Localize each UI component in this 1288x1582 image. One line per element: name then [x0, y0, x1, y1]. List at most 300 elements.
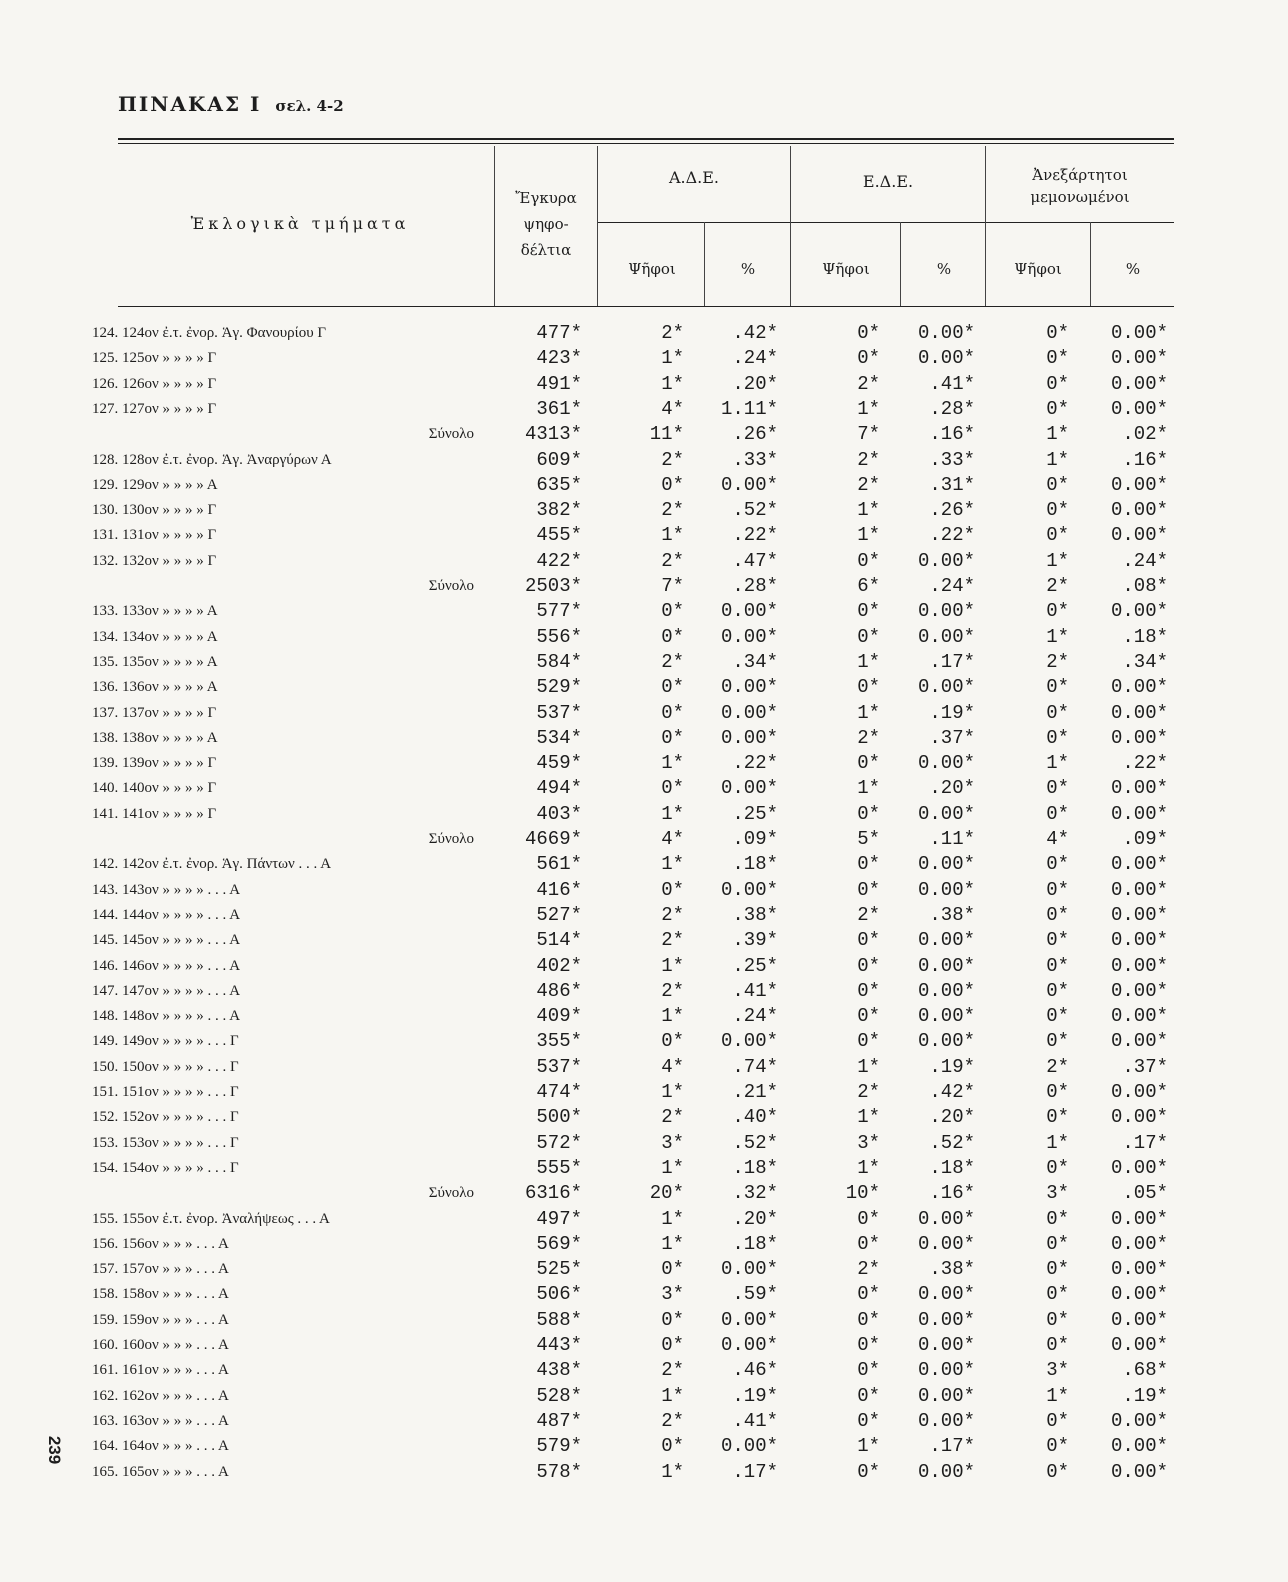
section-label: 152. 152ον » » » » . . . Γ — [92, 1109, 239, 1126]
table-row — [0, 1080, 1288, 1105]
cell-value: 3* — [661, 1131, 684, 1154]
cell-value: 577* — [536, 600, 582, 623]
cell-value: 0* — [1046, 1308, 1069, 1331]
cell-value: 0.00* — [917, 929, 975, 952]
cell-value: 1* — [661, 347, 684, 370]
cell-value: 6* — [857, 575, 880, 597]
cell-value: 2* — [661, 929, 684, 952]
section-label: 149. 149ον » » » » . . . Γ — [92, 1033, 239, 1050]
cell-value: 0.00* — [720, 1030, 778, 1053]
cell-value: 0.00* — [1110, 1005, 1168, 1028]
section-label: 161. 161ον » » » . . . Α — [92, 1362, 229, 1379]
cell-value: 497* — [536, 1207, 582, 1230]
cell-value: 0.00* — [917, 625, 975, 648]
cell-value: .38* — [929, 1258, 975, 1281]
cell-value: 422* — [536, 549, 582, 572]
cell-value: 0.00* — [1110, 1308, 1168, 1331]
cell-value: .37* — [929, 726, 975, 749]
section-label: 132. 132ον » » » » Γ — [92, 552, 217, 569]
cell-value: 0.00* — [917, 878, 975, 901]
cell-value: 0.00* — [917, 1005, 975, 1028]
table-row — [0, 1358, 1288, 1383]
cell-value: 2* — [1046, 575, 1069, 597]
cell-value: .16* — [929, 423, 975, 446]
cell-value: 1* — [857, 1156, 880, 1179]
cell-value: 0* — [857, 1005, 880, 1028]
cell-value: .16* — [929, 1182, 975, 1205]
total-label: Σύνολο — [428, 426, 474, 443]
cell-value: 588* — [536, 1308, 582, 1331]
cell-value: 0.00* — [1110, 347, 1168, 370]
table-row — [0, 751, 1288, 776]
cell-value: 0* — [1046, 1258, 1069, 1281]
section-label: 131. 131ον » » » » Γ — [92, 527, 217, 544]
cell-value: 402* — [536, 954, 582, 977]
cell-value: .24* — [732, 1005, 778, 1028]
page-title — [118, 92, 344, 116]
section-label: 139. 139ον » » » » Γ — [92, 755, 217, 772]
cell-value: 0.00* — [1110, 322, 1168, 344]
table-row — [0, 928, 1288, 953]
cell-value: .24* — [732, 347, 778, 370]
table-row — [0, 1333, 1288, 1358]
table-row — [0, 802, 1288, 827]
header-top-rule-thin — [118, 143, 1174, 144]
table-row — [0, 1156, 1288, 1181]
cell-value: 4* — [661, 1055, 684, 1078]
cell-value: 0.00* — [917, 853, 975, 876]
cell-value: 1* — [857, 1106, 880, 1129]
cell-value: 2* — [857, 1081, 880, 1103]
cell-value: 0.00* — [1110, 903, 1168, 926]
cell-value: 0* — [1046, 372, 1069, 395]
cell-value: 0* — [857, 878, 880, 901]
table-title: ΠΙΝΑΚΑΣ Ι — [118, 92, 262, 116]
section-label: 158. 158ον » » » . . . Α — [92, 1286, 229, 1303]
cell-value: 2* — [661, 650, 684, 673]
cell-value: .39* — [732, 929, 778, 952]
cell-value: 2503* — [524, 575, 582, 597]
cell-value: 1* — [661, 802, 684, 825]
table-row — [0, 776, 1288, 801]
cell-value: .05* — [1122, 1182, 1168, 1205]
section-label: 151. 151ον » » » » . . . Γ — [92, 1084, 239, 1100]
section-label: 147. 147ον » » » » . . . Α — [92, 982, 241, 999]
cell-value: 0.00* — [917, 1384, 975, 1407]
cell-value: 0* — [1046, 397, 1069, 420]
cell-value: 556* — [536, 625, 582, 648]
section-label: 135. 135ον » » » » Α — [92, 653, 218, 670]
cell-value: 2* — [661, 979, 684, 1002]
cell-value: 0* — [1046, 979, 1069, 1002]
cell-value: .52* — [732, 1131, 778, 1154]
cell-value: 2* — [661, 322, 684, 344]
cell-value: 1* — [661, 372, 684, 395]
cell-value: 0* — [661, 1435, 684, 1458]
divider — [790, 146, 791, 306]
cell-value: 1* — [1046, 625, 1069, 648]
cell-value: .25* — [732, 954, 778, 977]
cell-value: 0* — [857, 1359, 880, 1382]
cell-value: .17* — [732, 1460, 778, 1483]
cell-value: 4313* — [524, 423, 582, 446]
cell-value: 4* — [661, 828, 684, 850]
cell-value: 0.00* — [917, 752, 975, 775]
cell-value: 3* — [857, 1131, 880, 1154]
cell-value: 1* — [661, 1232, 684, 1255]
cell-value: 1* — [661, 752, 684, 775]
cell-value: 423* — [536, 347, 582, 370]
cell-value: .17* — [929, 1435, 975, 1458]
cell-value: .32* — [732, 1182, 778, 1205]
cell-value: 1* — [857, 777, 880, 800]
cell-value: 0* — [857, 600, 880, 623]
cell-value: 2* — [857, 1258, 880, 1281]
total-label: Σύνολο — [428, 1185, 474, 1202]
page-number: 239 — [45, 1435, 65, 1465]
table-row — [0, 523, 1288, 548]
cell-value: 0* — [1046, 1156, 1069, 1179]
cell-value: .20* — [929, 1106, 975, 1129]
cell-value: 0.00* — [1110, 1334, 1168, 1356]
section-label: 157. 157ον » » » . . . Α — [92, 1261, 229, 1278]
cell-value: 0.00* — [1110, 878, 1168, 901]
cell-value: 0.00* — [1110, 1435, 1168, 1458]
table-row — [0, 1029, 1288, 1054]
cell-value: .19* — [732, 1384, 778, 1407]
cell-value: 0.00* — [1110, 1283, 1168, 1306]
cell-value: .18* — [732, 853, 778, 876]
cell-value: 0.00* — [720, 1258, 778, 1281]
cell-value: 0.00* — [1110, 524, 1168, 547]
cell-value: 0.00* — [1110, 979, 1168, 1002]
cell-value: 0.00* — [720, 726, 778, 749]
cell-value: .19* — [929, 701, 975, 724]
cell-value: 0* — [857, 1334, 880, 1356]
table-row — [0, 903, 1288, 928]
cell-value: .02* — [1122, 423, 1168, 446]
cell-value: .41* — [929, 372, 975, 395]
table-row — [0, 650, 1288, 675]
cell-value: .21* — [732, 1081, 778, 1103]
cell-value: 0.00* — [917, 1359, 975, 1382]
cell-value: 0.00* — [917, 1409, 975, 1432]
cell-value: 527* — [536, 903, 582, 926]
cell-value: 1* — [857, 499, 880, 522]
section-label: 146. 146ον » » » » . . . Α — [92, 957, 241, 974]
cell-value: 487* — [536, 1409, 582, 1432]
cell-value: .18* — [732, 1156, 778, 1179]
table-row — [0, 1004, 1288, 1029]
cell-value: 459* — [536, 752, 582, 775]
table-row — [0, 346, 1288, 371]
cell-value: 0.00* — [1110, 1258, 1168, 1281]
cell-value: 486* — [536, 979, 582, 1002]
cell-value: 6316* — [524, 1182, 582, 1205]
cell-value: 0* — [1046, 1005, 1069, 1028]
cell-value: 0.00* — [1110, 372, 1168, 395]
section-label: 141. 141ον » » » » Γ — [92, 805, 217, 822]
cell-value: 635* — [536, 473, 582, 496]
cell-value: 0* — [661, 726, 684, 749]
cell-value: 7* — [857, 423, 880, 446]
cell-value: 506* — [536, 1283, 582, 1306]
section-label: 140. 140ον » » » » Γ — [92, 780, 217, 797]
cell-value: 0* — [857, 1384, 880, 1407]
cell-value: 0* — [1046, 777, 1069, 800]
cell-value: 0* — [661, 625, 684, 648]
cell-value: 0* — [857, 1308, 880, 1331]
cell-value: .38* — [732, 903, 778, 926]
cell-value: 0.00* — [720, 600, 778, 623]
cell-value: 0.00* — [720, 777, 778, 800]
cell-value: .40* — [732, 1106, 778, 1129]
cell-value: 0* — [661, 676, 684, 699]
cell-value: 2* — [661, 1106, 684, 1129]
cell-value: 477* — [536, 322, 582, 344]
cell-value: 0* — [1046, 1207, 1069, 1230]
section-label: 150. 150ον » » » » . . . Γ — [92, 1058, 239, 1075]
cell-value: .26* — [929, 499, 975, 522]
cell-value: 0.00* — [917, 1283, 975, 1306]
cell-value: 3* — [1046, 1359, 1069, 1382]
cell-value: 0* — [661, 1030, 684, 1053]
section-label: 155. 155ον ἐ.τ. ἐνορ. Ἀναλήψεως . . . Α — [92, 1210, 330, 1227]
cell-value: 0.00* — [917, 1460, 975, 1483]
section-label: 154. 154ον » » » » . . . Γ — [92, 1159, 239, 1176]
cell-value: 0* — [857, 625, 880, 648]
cell-value: 0.00* — [1110, 777, 1168, 800]
section-label: 148. 148ον » » » » . . . Α — [92, 1008, 241, 1025]
cell-value: 0.00* — [917, 1232, 975, 1255]
divider — [985, 146, 986, 306]
total-label: Σύνολο — [428, 831, 474, 847]
cell-value: 0* — [1046, 1106, 1069, 1129]
cell-value: 1* — [857, 524, 880, 547]
cell-value: 0* — [661, 1308, 684, 1331]
cell-value: .34* — [1122, 650, 1168, 673]
cell-value: .20* — [929, 777, 975, 800]
cell-value: 0* — [1046, 1334, 1069, 1356]
section-label: 165. 165ον » » » . . . Α — [92, 1463, 229, 1480]
cell-value: 2* — [661, 903, 684, 926]
cell-value: 1* — [1046, 752, 1069, 775]
cell-value: 1.11* — [720, 397, 778, 420]
cell-value: 1* — [857, 1055, 880, 1078]
cell-value: 609* — [536, 448, 582, 471]
cell-value: 0* — [857, 322, 880, 344]
subheader-votes: Ψῆφοι — [628, 260, 676, 278]
cell-value: 491* — [536, 372, 582, 395]
total-row — [0, 574, 1288, 599]
cell-value: 0.00* — [1110, 853, 1168, 876]
cell-value: .09* — [1122, 828, 1168, 850]
cell-value: 0* — [857, 676, 880, 699]
cell-value: 0.00* — [917, 676, 975, 699]
cell-value: 0* — [661, 1334, 684, 1356]
cell-value: 514* — [536, 929, 582, 952]
cell-value: 355* — [536, 1030, 582, 1053]
cell-value: 1* — [857, 701, 880, 724]
cell-value: 0.00* — [1110, 1232, 1168, 1255]
divider — [900, 222, 901, 306]
cell-value: 0* — [1046, 676, 1069, 699]
cell-value: .33* — [929, 448, 975, 471]
cell-value: .19* — [1122, 1384, 1168, 1407]
total-row — [0, 422, 1288, 447]
cell-value: 0* — [1046, 322, 1069, 344]
section-label: 133. 133ον » » » » Α — [92, 603, 218, 620]
section-label: 159. 159ον » » » . . . Α — [92, 1311, 229, 1328]
section-label: 160. 160ον » » » . . . Α — [92, 1337, 229, 1353]
cell-value: 0* — [1046, 1460, 1069, 1483]
cell-value: 2* — [661, 499, 684, 522]
cell-value: 382* — [536, 499, 582, 522]
cell-value: 0* — [857, 1207, 880, 1230]
section-label: 126. 126ον » » » » Γ — [92, 375, 217, 392]
cell-value: 0* — [1046, 1409, 1069, 1432]
cell-value: 2* — [857, 473, 880, 496]
section-label: 134. 134ον » » » » Α — [92, 628, 218, 645]
section-label: 164. 164ον » » » . . . Α — [92, 1438, 229, 1455]
cell-value: 2* — [661, 549, 684, 572]
cell-value: 0* — [1046, 1232, 1069, 1255]
cell-value: 1* — [661, 1081, 684, 1103]
table-row — [0, 448, 1288, 473]
cell-value: 0* — [1046, 347, 1069, 370]
cell-value: 0.00* — [917, 1207, 975, 1230]
header-ade: Α.Δ.Ε. — [668, 168, 720, 187]
cell-value: .22* — [732, 524, 778, 547]
cell-value: .46* — [732, 1359, 778, 1382]
header-independents: Ἀνεξάρτητοι μεμονωμένοι — [1030, 166, 1130, 206]
cell-value: 0* — [857, 979, 880, 1002]
cell-value: 11* — [649, 423, 684, 446]
section-label: 144. 144ον » » » » . . . Α — [92, 906, 241, 923]
cell-value: 1* — [857, 397, 880, 420]
cell-value: 0.00* — [917, 802, 975, 825]
cell-value: .41* — [732, 979, 778, 1002]
cell-value: .20* — [732, 372, 778, 395]
table-row — [0, 1384, 1288, 1409]
cell-value: 0.00* — [1110, 954, 1168, 977]
cell-value: .18* — [1122, 625, 1168, 648]
cell-value: 0* — [661, 473, 684, 496]
table-row — [0, 979, 1288, 1004]
cell-value: 2* — [661, 448, 684, 471]
cell-value: 0.00* — [1110, 802, 1168, 825]
cell-value: 0.00* — [720, 878, 778, 901]
cell-value: 1* — [661, 524, 684, 547]
divider — [494, 146, 495, 306]
cell-value: .74* — [732, 1055, 778, 1078]
cell-value: 0.00* — [917, 347, 975, 370]
cell-value: .52* — [929, 1131, 975, 1154]
section-label: 156. 156ον » » » . . . Α — [92, 1235, 229, 1252]
cell-value: 0.00* — [1110, 1409, 1168, 1432]
header-top-rule — [118, 138, 1174, 140]
cell-value: 0.00* — [1110, 1156, 1168, 1179]
cell-value: .09* — [732, 828, 778, 850]
page-reference: σελ. 4-2 — [275, 97, 344, 115]
table-row — [0, 954, 1288, 979]
cell-value: 0.00* — [917, 1308, 975, 1331]
cell-value: 0* — [1046, 726, 1069, 749]
cell-value: .16* — [1122, 448, 1168, 471]
cell-value: 5* — [857, 828, 880, 850]
header-valid-ballots: Ἔγκυρα ψηφο- δέλτια — [515, 189, 577, 259]
cell-value: .28* — [929, 397, 975, 420]
table-row — [0, 1434, 1288, 1459]
table-row — [0, 701, 1288, 726]
table-row — [0, 498, 1288, 523]
cell-value: .22* — [1122, 752, 1168, 775]
cell-value: 578* — [536, 1460, 582, 1483]
cell-value: 0* — [661, 1258, 684, 1281]
section-label: 124. 124ον ἐ.τ. ἐνορ. Ἁγ. Φανουρίου Γ — [92, 325, 327, 341]
cell-value: 361* — [536, 397, 582, 420]
section-label: 125. 125ον » » » » Γ — [92, 350, 217, 367]
section-label: 145. 145ον » » » » . . . Α — [92, 932, 241, 949]
cell-value: 0.00* — [917, 1030, 975, 1053]
cell-value: 1* — [857, 650, 880, 673]
cell-value: 0* — [1046, 954, 1069, 977]
section-label: 136. 136ον » » » » Α — [92, 679, 218, 696]
cell-value: 2* — [1046, 650, 1069, 673]
cell-value: 0.00* — [917, 1334, 975, 1356]
cell-value: 0.00* — [917, 600, 975, 623]
cell-value: 0* — [1046, 878, 1069, 901]
subheader-votes: Ψῆφοι — [1014, 260, 1062, 278]
cell-value: 7* — [661, 575, 684, 597]
cell-value: 537* — [536, 701, 582, 724]
cell-value: .42* — [929, 1081, 975, 1103]
cell-value: 0.00* — [917, 954, 975, 977]
cell-value: 0.00* — [1110, 397, 1168, 420]
cell-value: 579* — [536, 1435, 582, 1458]
subheader-pct: % — [740, 260, 756, 278]
cell-value: 416* — [536, 878, 582, 901]
cell-value: 474* — [536, 1081, 582, 1103]
cell-value: 572* — [536, 1131, 582, 1154]
cell-value: 0* — [1046, 1283, 1069, 1306]
cell-value: 0.00* — [917, 322, 975, 344]
cell-value: 537* — [536, 1055, 582, 1078]
table-row — [0, 1409, 1288, 1434]
table-row — [0, 1055, 1288, 1080]
section-label: 127. 127ον » » » » Γ — [92, 400, 217, 417]
cell-value: 0.00* — [1110, 1030, 1168, 1053]
table-row — [0, 599, 1288, 624]
cell-value: 0* — [857, 1409, 880, 1432]
cell-value: 0* — [661, 701, 684, 724]
cell-value: .24* — [1122, 549, 1168, 572]
cell-value: .42* — [732, 322, 778, 344]
section-label: 130. 130ον » » » » Γ — [92, 502, 217, 519]
cell-value: .52* — [732, 499, 778, 522]
cell-value: 0* — [1046, 802, 1069, 825]
cell-value: 0* — [857, 1283, 880, 1306]
cell-value: 569* — [536, 1232, 582, 1255]
cell-value: 2* — [1046, 1055, 1069, 1078]
cell-value: 528* — [536, 1384, 582, 1407]
cell-value: 403* — [536, 802, 582, 825]
cell-value: 20* — [649, 1182, 684, 1205]
cell-value: 0.00* — [1110, 600, 1168, 623]
cell-value: 525* — [536, 1258, 582, 1281]
section-label: 142. 142ον ἐ.τ. ἐνορ. Ἁγ. Πάντων . . . Α — [92, 856, 332, 873]
cell-value: 2* — [857, 903, 880, 926]
